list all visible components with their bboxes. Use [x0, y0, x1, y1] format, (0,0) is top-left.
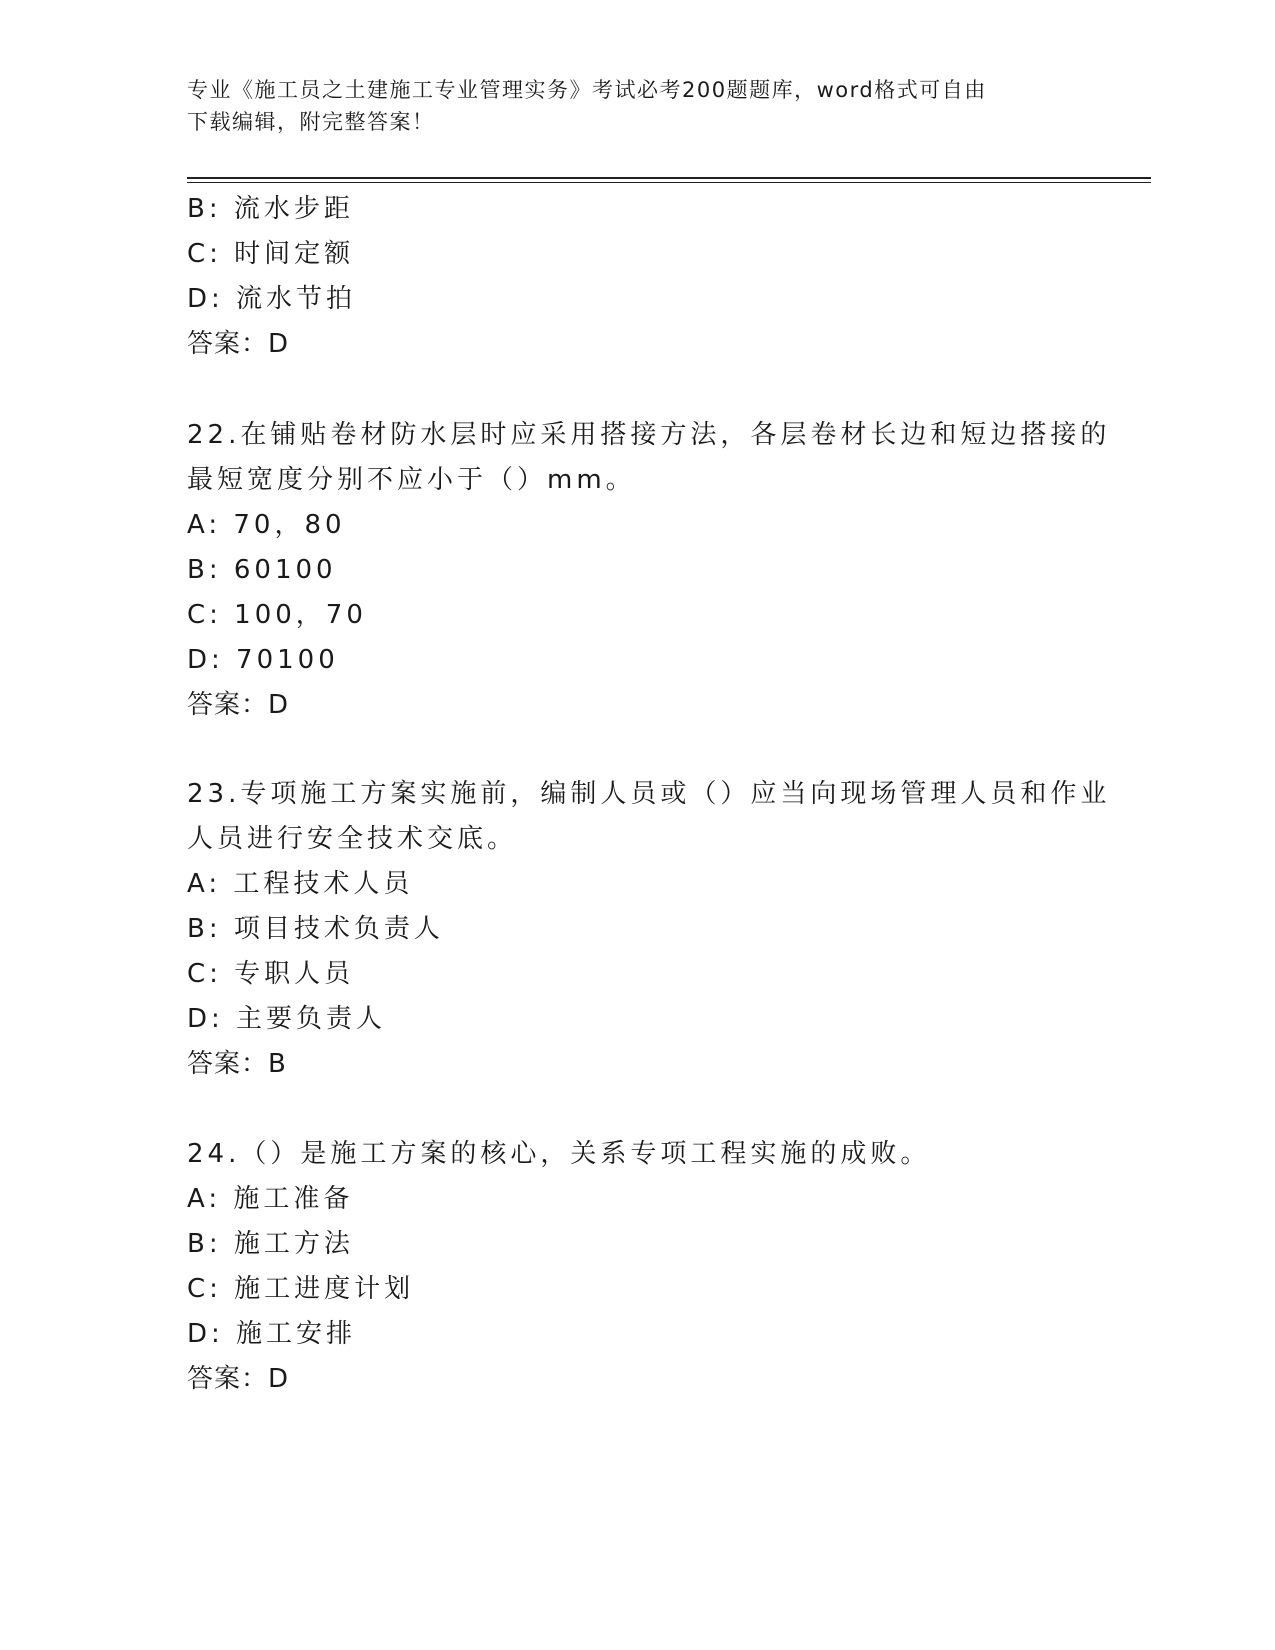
question-stem: 23.专项施工方案实施前，编制人员或（）应当向现场管理人员和作业: [187, 779, 1111, 809]
answer: 答案：D: [187, 329, 290, 359]
option-b: B: 60100: [187, 555, 337, 585]
header-rule-thick: [187, 177, 1151, 179]
header-line-1: 专业《施工员之土建施工专业管理实务》考试必考200题题库，word格式可自由: [187, 78, 987, 102]
option-d: D: 主要负责人: [187, 1004, 387, 1034]
header-line-2: 下载编辑，附完整答案！: [187, 110, 435, 134]
answer: 答案：D: [187, 1364, 290, 1394]
option-c: C: 时间定额: [187, 239, 355, 269]
option-a: A: 施工准备: [187, 1184, 354, 1214]
option-b: B: 项目技术负责人: [187, 914, 444, 944]
option-c: C: 施工进度计划: [187, 1274, 415, 1304]
answer: 答案：D: [187, 690, 290, 720]
option-d: D: 70100: [187, 645, 339, 675]
option-c: C: 100，70: [187, 600, 367, 630]
question-stem: 人员进行安全技术交底。: [187, 824, 518, 854]
option-b: B: 施工方法: [187, 1229, 354, 1259]
header-rule-thin: [187, 182, 1151, 183]
question-stem: 24.（）是施工方案的核心，关系专项工程实施的成败。: [187, 1139, 931, 1169]
option-c: C: 专职人员: [187, 959, 355, 989]
answer: 答案：B: [187, 1049, 287, 1079]
option-a: A: 70，80: [187, 510, 346, 540]
question-stem: 最短宽度分别不应小于（）mm。: [187, 465, 636, 495]
document-header: [187, 74, 1067, 138]
option-d: D: 流水节拍: [187, 284, 357, 314]
question-stem: 22.在铺贴卷材防水层时应采用搭接方法，各层卷材长边和短边搭接的: [187, 420, 1111, 450]
option-a: A: 工程技术人员: [187, 869, 414, 899]
option-b: B: 流水步距: [187, 194, 354, 224]
option-d: D: 施工安排: [187, 1319, 357, 1349]
